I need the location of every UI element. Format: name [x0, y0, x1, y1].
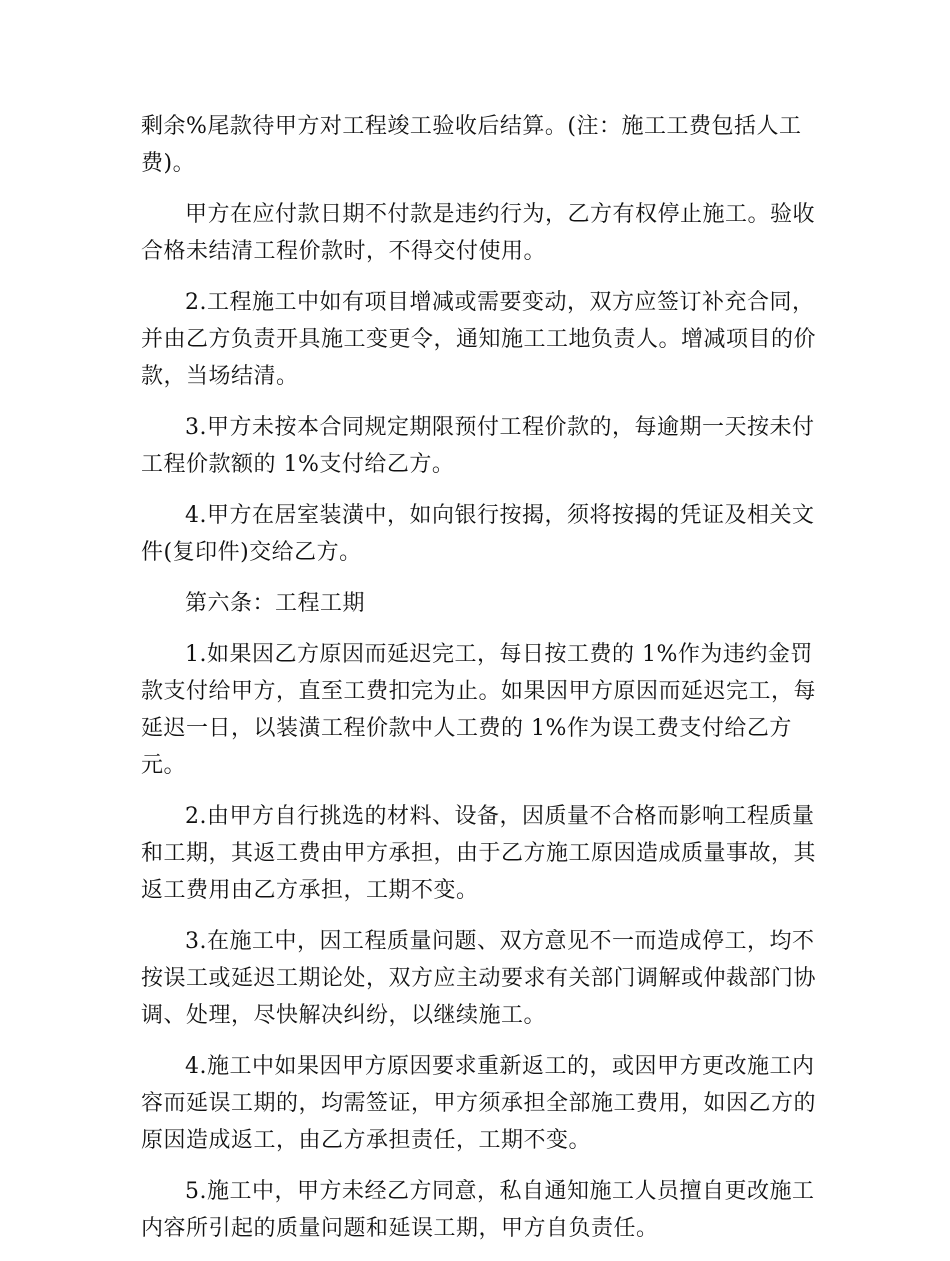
paragraph-schedule-3: 3.在施工中，因工程质量问题、双方意见不一而造成停工，均不按误工或延迟工期论处，双方应主动要求有关部门调解或仲裁部门协调、处理，尽快解决纠纷，以继续施工。	[141, 929, 817, 1028]
document-body	[141, 108, 816, 1261]
paragraph-clause-3-penalty: 3.甲方未按本合同规定期限预付工程价款的，每逾期一天按未付工程价款额的 1%支付给乙方。	[141, 415, 815, 477]
paragraph-schedule-4: 4.施工中如果因甲方原因要求重新返工的，或因甲方更改施工内容而延误工期的，均需签证，甲方须承担全部施工费用，如因乙方的原因造成返工，由乙方承担责任，工期不变。	[141, 1054, 817, 1153]
paragraph-schedule-2: 2.由甲方自行挑选的材料、设备，因质量不合格而影响工程质量和工期，其返工费由甲方承担，由于乙方施工原因造成质量事故，其返工费用由乙方承担，工期不变。	[141, 804, 817, 903]
section-heading-article-6: 第六条：工程工期	[185, 591, 366, 616]
paragraph-remaining-payment: 剩余%尾款待甲方对工程竣工验收后结算。(注：施工工费包括人工费)。	[141, 114, 802, 176]
paragraph-clause-2-changes: 2.工程施工中如有项目增减或需要变动，双方应签订补充合同，并由乙方负责开具施工变更令，通知施工工地负责人。增减项目的价款，当场结清。	[141, 290, 817, 389]
paragraph-clause-4-mortgage: 4.甲方在居室装潢中，如向银行按揭，须将按揭的凭证及相关文件(复印件)交给乙方。	[141, 503, 815, 565]
paragraph-schedule-5: 5.施工中，甲方未经乙方同意，私自通知施工人员擅自更改施工内容所引起的质量问题和延误工期，甲方自负责任。	[141, 1179, 815, 1241]
paragraph-schedule-1: 1.如果因乙方原因而延迟完工，每日按工费的 1%作为违约金罚款支付给甲方，直至工费扣完为止。如果因甲方原因而延迟完工，每延迟一日，以装潢工程价款中人工费的 1%作为误工费支付给乙方元。	[141, 642, 817, 778]
paragraph-late-payment: 甲方在应付款日期不付款是违约行为，乙方有权停止施工。验收合格未结清工程价款时，不得交付使用。	[141, 202, 816, 264]
